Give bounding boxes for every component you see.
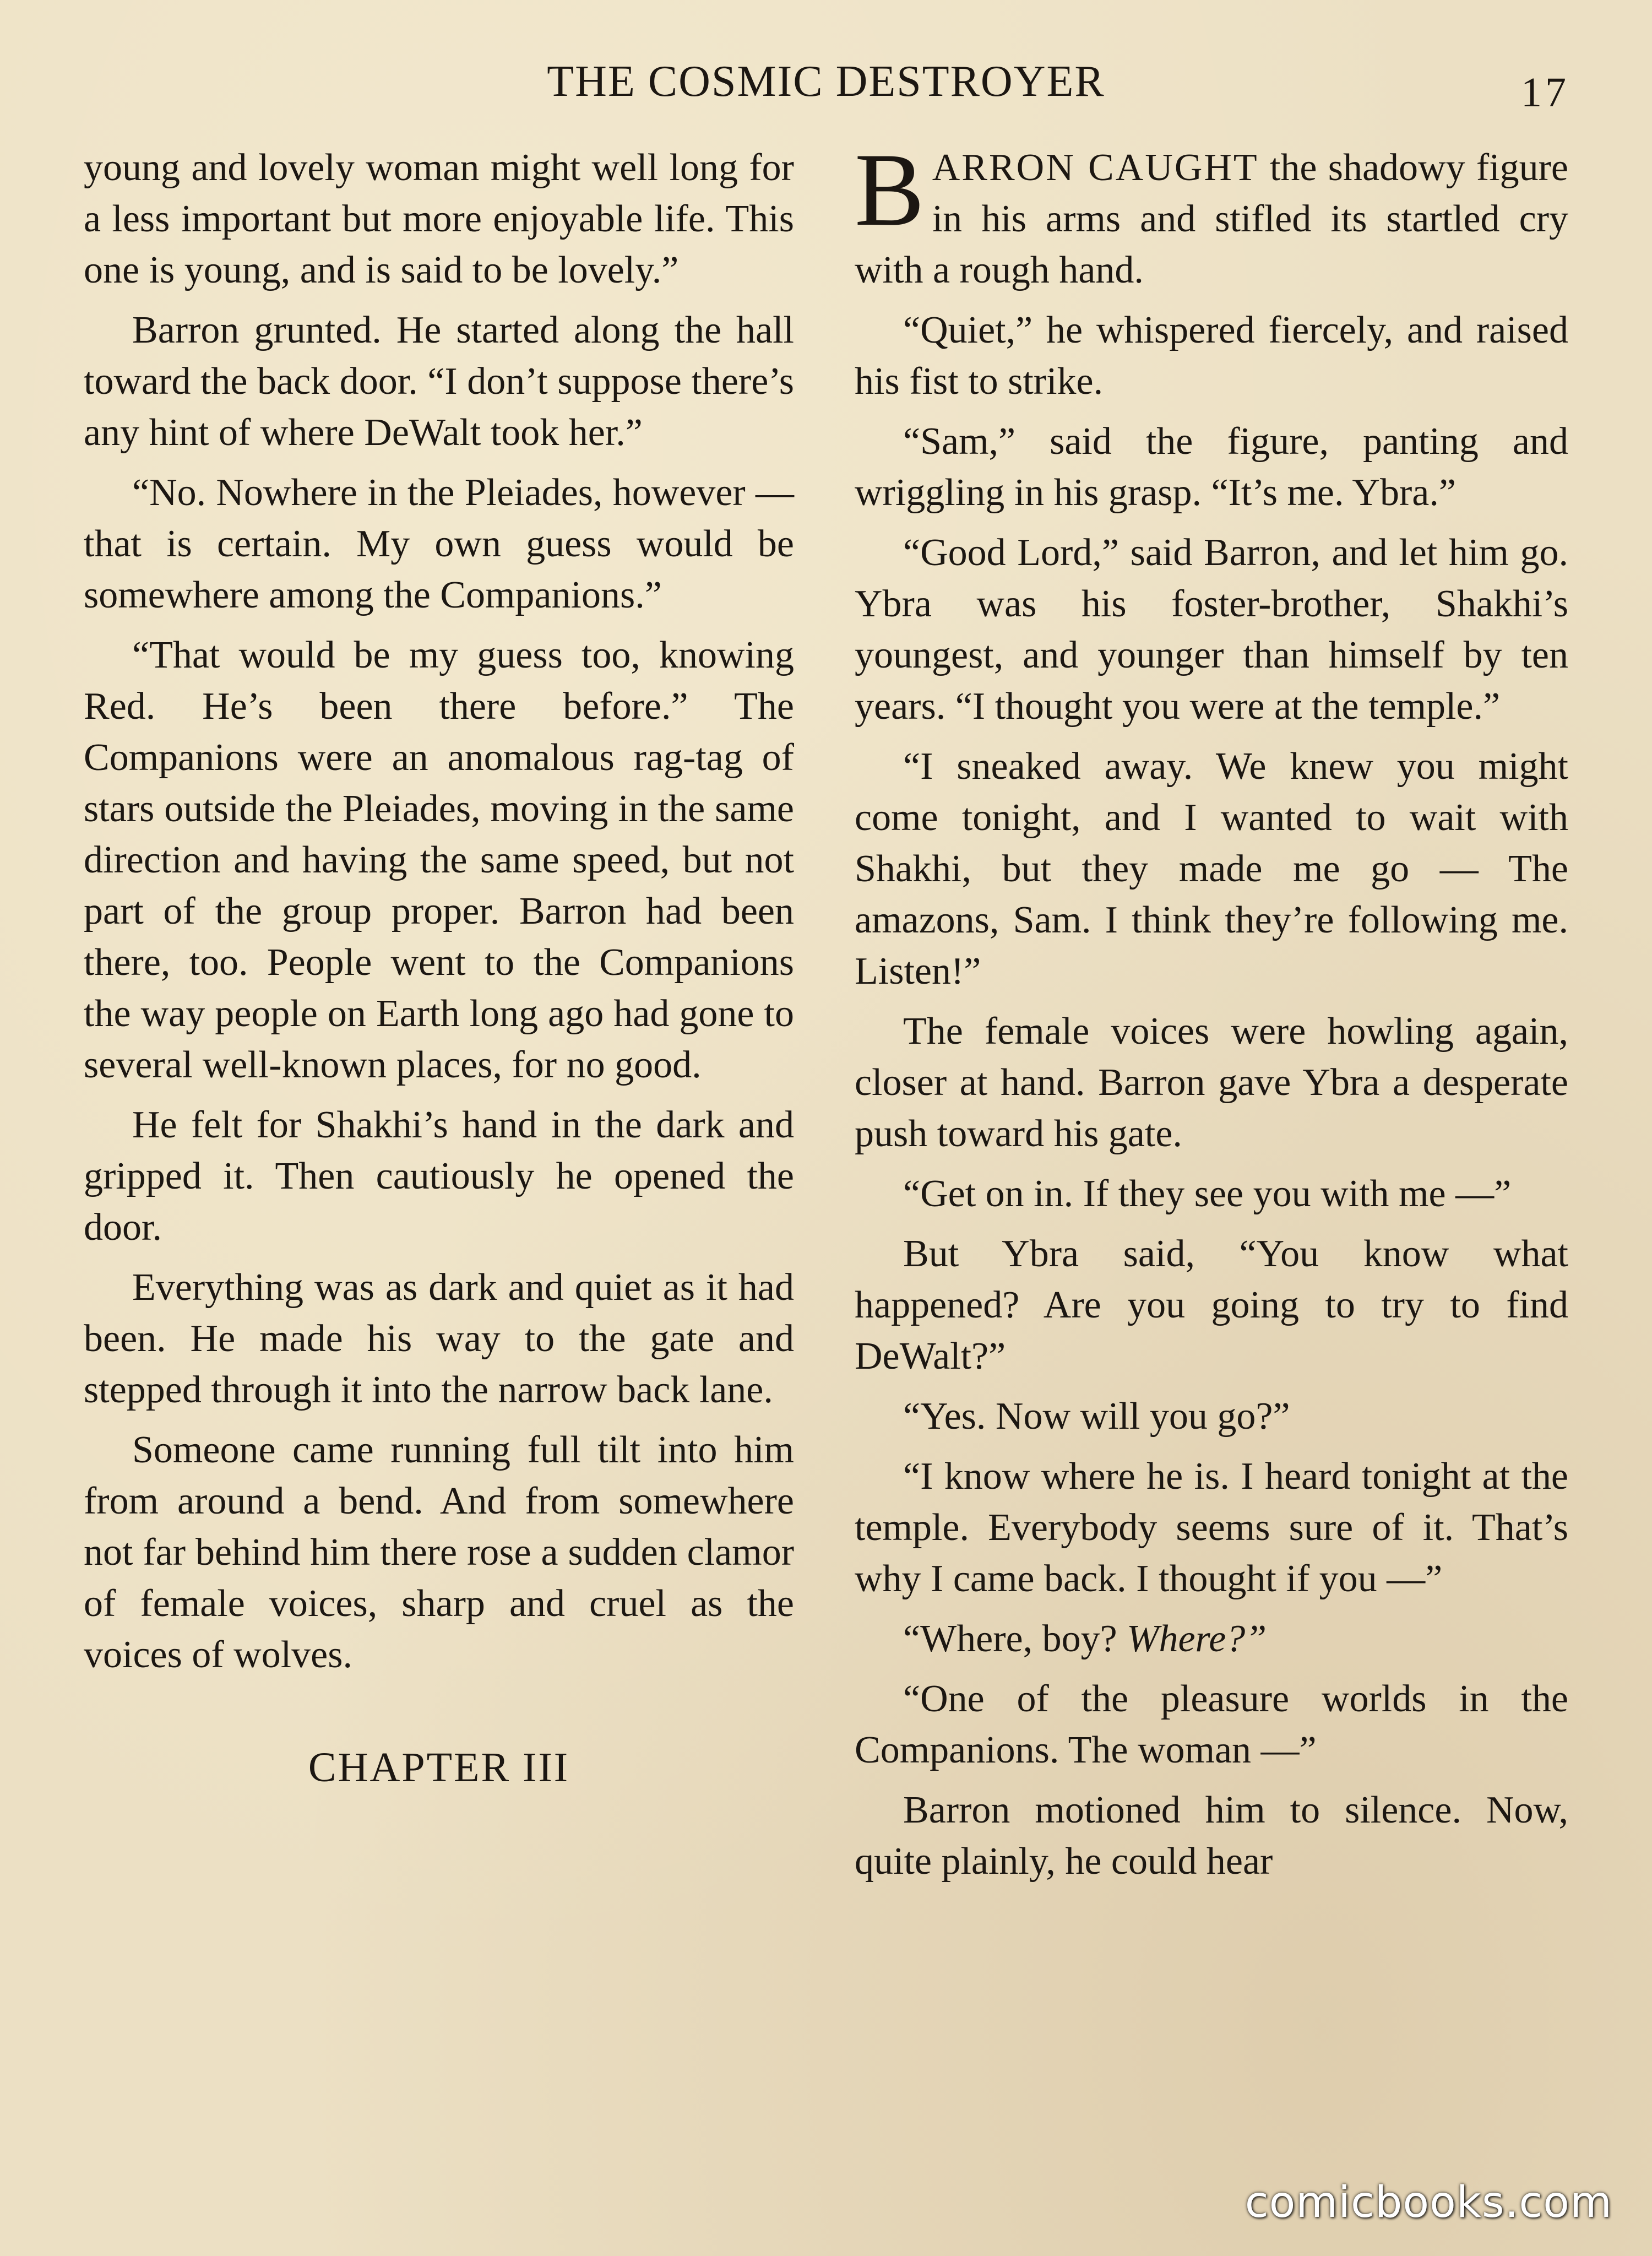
paragraph: Someone came running full tilt into him from around a bend. And from somewhere not far behind him there rose a sudden clamor of female voices, sharp and cruel as the voices of wolves. [84, 1429, 794, 1676]
paragraph: “I sneaked away. We knew you might come tonight, and I wanted to wait with Shakhi, but they made me go — The amazons, Sam. I think they’re following me. Listen!” [855, 745, 1568, 993]
paragraph: Barron grunted. He started along the hall toward the back door. “I don’t suppose there’s any hint of where DeWalt took her.” [84, 309, 794, 454]
opening-paragraph [855, 132, 1568, 296]
paragraph: Barron motioned him to silence. Now, quite plainly, he could hear [855, 1789, 1568, 1883]
paragraph: “One of the pleasure worlds in the Companions. The woman —” [855, 1678, 1568, 1771]
paragraph: “Yes. Now will you go?” [903, 1395, 1290, 1438]
running-title: THE COSMIC DESTROYER [547, 57, 1105, 106]
right-column [855, 132, 1568, 1896]
where-lead: “Where, boy? [903, 1618, 1127, 1660]
paragraph: “That would be my guess too, knowing Red. He’s been there before.” The Companions were an anomalous rag-tag of stars outside the Pleiades, moving in the same direction and having the same speed, but not part of the group proper. Barron had been there, too. People went to the Companions the way people on Earth long ago had gone to several well-known places, for no good. [84, 634, 794, 1086]
watermark: comicbooks.com [1245, 2178, 1612, 2227]
paragraph: Everything was as dark and quiet as it had been. He made his way to the gate and stepped through it into the narrow back lane. [84, 1266, 794, 1411]
page-number: 17 [1521, 69, 1569, 116]
paragraph: The female voices were howling again, closer at hand. Barron gave Ybra a desperate push toward his gate. [855, 1010, 1568, 1155]
paragraph: “Get on in. If they see you with me —” [903, 1173, 1512, 1215]
paragraph: “Sam,” said the figure, panting and wriggling in his grasp. “It’s me. Ybra.” [855, 420, 1568, 514]
paragraph: “I know where he is. I heard tonight at the temple. Everybody seems sure of it. That’s why I came back. I thought if you —” [855, 1455, 1568, 1600]
paragraph-where [855, 1613, 1568, 1664]
drop-cap: B [855, 132, 925, 248]
paragraph: He felt for Shakhi’s hand in the dark and gripped it. Then cautiously he opened the door. [84, 1104, 794, 1249]
left-column [84, 142, 794, 1793]
opening-text: the shadowy figure in his arms and stifled its startled cry with a rough hand. [855, 147, 1568, 291]
opening-smallcaps: ARRON CAUGHT [932, 147, 1259, 189]
chapter-heading: CHAPTER III [308, 1744, 570, 1791]
paragraph: “No. Nowhere in the Pleiades, however — that is certain. My own guess would be somewhere among the Companions.” [84, 471, 794, 616]
paragraph: “Good Lord,” said Barron, and let him go. Ybra was his foster-brother, Shakhi’s youngest, and younger than himself by ten years. “I thought you were at the temple.” [855, 532, 1568, 728]
paragraph: But Ybra said, “You know what happened? Are you going to try to find DeWalt?” [855, 1233, 1568, 1378]
paragraph: young and lovely woman might well long for a less important but more enjoyable life. This one is young, and is said to be lovely.” [84, 147, 794, 291]
where-italic: Where?” [1127, 1618, 1267, 1660]
paragraph: “Quiet,” he whispered fiercely, and raised his fist to strike. [855, 309, 1568, 403]
